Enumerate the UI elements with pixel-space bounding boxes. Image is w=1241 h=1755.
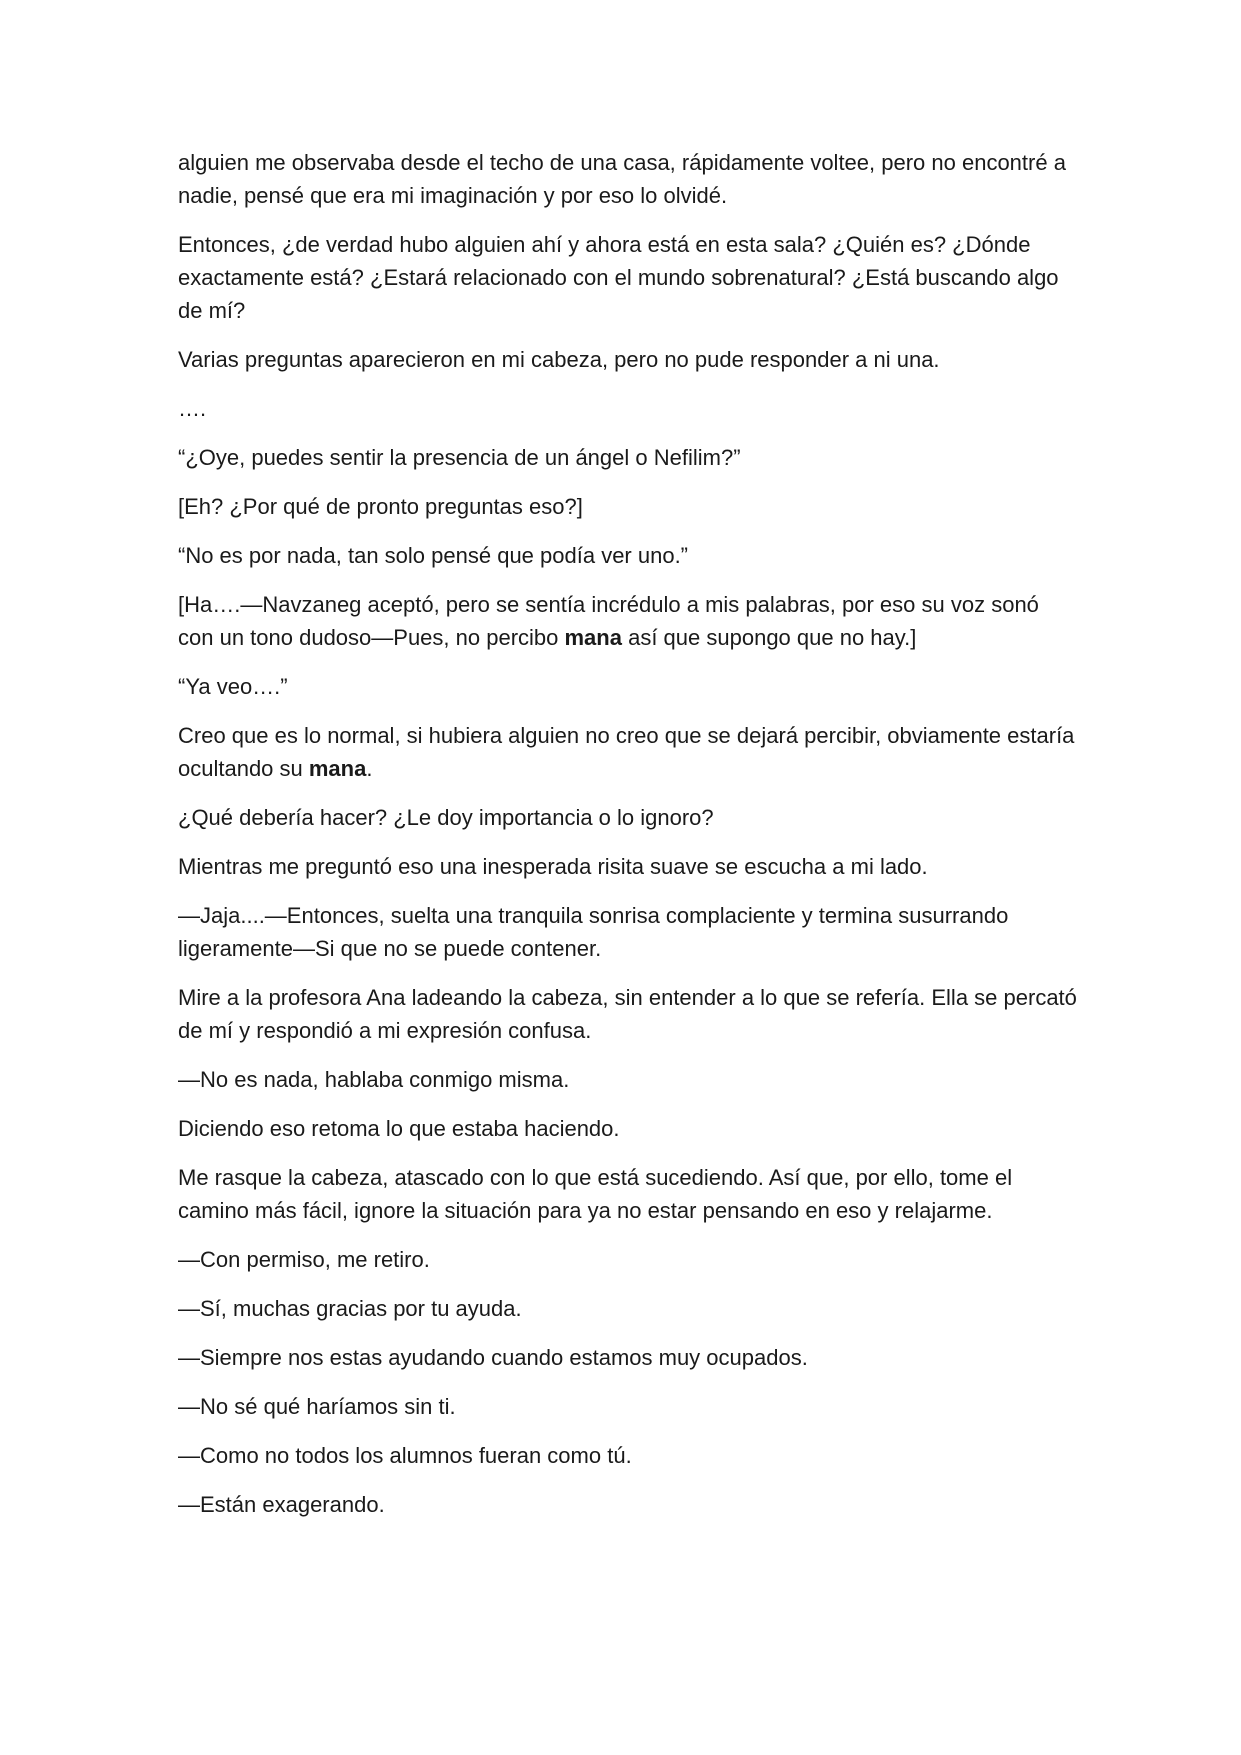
paragraph [178,850,1078,883]
paragraph [178,1439,1078,1472]
body-text [178,146,1078,1537]
paragraph-text: —Con permiso, me retiro. [178,1247,430,1272]
paragraph-text: . [366,756,373,781]
paragraph [178,670,1078,703]
paragraph-text: Creo que es lo normal, si hubiera alguien no creo que se dejará percibir, obviamente estaría ocultando su [178,723,1075,781]
paragraph-text: Mire a la profesora Ana ladeando la cabeza, sin entender a lo que se refería. Ella se percató de mí y respondió a mi expresión confusa. [178,985,1077,1043]
paragraph [178,146,1078,212]
paragraph [178,1341,1078,1374]
paragraph-text: [Eh? ¿Por qué de pronto preguntas eso?] [178,494,583,519]
paragraph-text: “¿Oye, puedes sentir la presencia de un ángel o Nefilim?” [178,445,741,470]
paragraph [178,981,1078,1047]
paragraph-text: [Ha….—Navzaneg aceptó, pero se sentía incrédulo a mis palabras, por eso su voz sonó con un tono dudoso—Pues, no percibo [178,592,1039,650]
paragraph [178,1243,1078,1276]
paragraph-text: —Sí, muchas gracias por tu ayuda. [178,1296,522,1321]
paragraph-text: —Están exagerando. [178,1492,385,1517]
paragraph [178,1063,1078,1096]
paragraph [178,441,1078,474]
paragraph [178,490,1078,523]
paragraph [178,1390,1078,1423]
paragraph [178,899,1078,965]
paragraph-text: Varias preguntas aparecieron en mi cabeza, pero no pude responder a ni una. [178,347,940,372]
paragraph-text: ¿Qué debería hacer? ¿Le doy importancia o lo ignoro? [178,805,714,830]
paragraph [178,343,1078,376]
bold-term: mana [564,625,622,650]
paragraph-text: —No sé qué haríamos sin ti. [178,1394,456,1419]
paragraph [178,1161,1078,1227]
paragraph [178,228,1078,327]
paragraph-text: “Ya veo….” [178,674,288,699]
paragraph-text: Mientras me preguntó eso una inesperada risita suave se escucha a mi lado. [178,854,928,879]
paragraph-text: —Como no todos los alumnos fueran como tú. [178,1443,632,1468]
paragraph-text: Me rasque la cabeza, atascado con lo que está sucediendo. Así que, por ello, tome el camino más fácil, ignore la situación para ya no estar pensando en eso y relajarme. [178,1165,1013,1223]
paragraph-text: “No es por nada, tan solo pensé que podía ver uno.” [178,543,689,568]
paragraph [178,588,1078,654]
paragraph [178,1292,1078,1325]
paragraph [178,1488,1078,1521]
paragraph-text: —Jaja....—Entonces, suelta una tranquila sonrisa complaciente y termina susurrando ligeramente—Si que no se puede contener. [178,903,1009,961]
paragraph [178,392,1078,425]
paragraph-text: Entonces, ¿de verdad hubo alguien ahí y ahora está en esta sala? ¿Quién es? ¿Dónde exactamente está? ¿Estará relacionado con el mundo sobrenatural? ¿Está buscando algo de mí? [178,232,1059,323]
paragraph-text: …. [178,396,207,421]
paragraph-text: Diciendo eso retoma lo que estaba haciendo. [178,1116,620,1141]
paragraph [178,1112,1078,1145]
paragraph [178,801,1078,834]
bold-term: mana [308,756,367,781]
paragraph-text: así que supongo que no hay.] [621,625,917,650]
paragraph [178,719,1078,785]
paragraph-text: —No es nada, hablaba conmigo misma. [178,1067,570,1092]
paragraph-text: —Siempre nos estas ayudando cuando estamos muy ocupados. [178,1345,808,1370]
paragraph-text: alguien me observaba desde el techo de una casa, rápidamente voltee, pero no encontré a nadie, pensé que era mi imaginación y por eso lo olvidé. [178,150,1066,208]
paragraph [178,539,1078,572]
